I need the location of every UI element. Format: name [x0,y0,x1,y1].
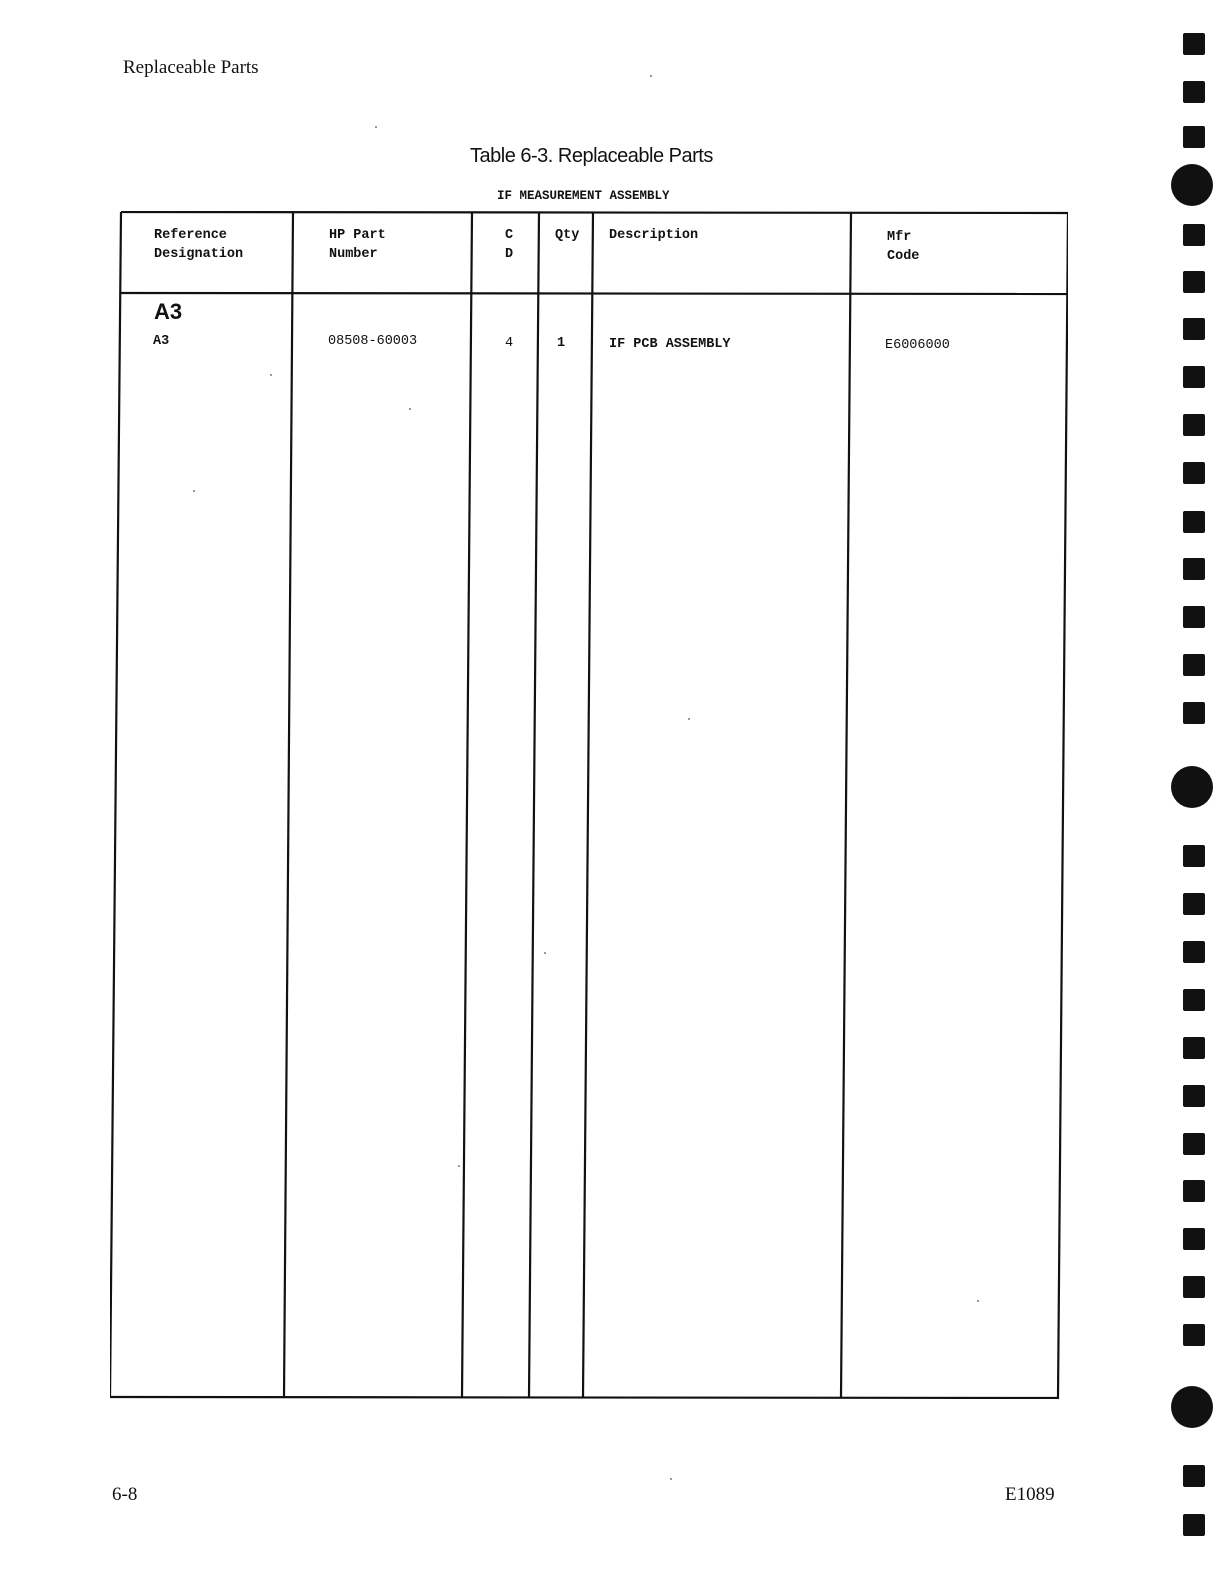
binding-ring-hole [1171,1386,1213,1428]
row-description: IF PCB ASSEMBLY [609,337,731,352]
binding-square [1183,989,1205,1011]
binding-square [1183,126,1205,148]
scan-speck [977,1300,979,1302]
scan-speck [458,1165,460,1167]
binding-square [1183,318,1205,340]
header-qty: Qty [555,228,580,243]
header-reference-designation: Reference Designation [154,228,244,262]
binding-square [1183,224,1205,246]
parts-table [110,211,1068,1399]
binding-square [1183,33,1205,55]
section-label: A3 [154,299,183,324]
binding-square [1183,893,1205,915]
row-cd: 4 [505,336,514,351]
binding-square [1183,81,1205,103]
binding-square [1183,1037,1205,1059]
binding-square [1183,1180,1205,1202]
row-ref-designation: A3 [153,334,170,349]
running-head: Replaceable Parts [123,57,259,78]
binding-square [1183,845,1205,867]
table-grid-lines [110,211,1068,1399]
binding-square [1183,941,1205,963]
binding-square [1183,414,1205,436]
binding-square [1183,511,1205,533]
row-qty: 1 [557,336,566,351]
binding-edge [1168,0,1229,1584]
binding-square [1183,271,1205,293]
scan-speck [193,490,195,492]
header-description: Description [609,228,699,243]
binding-square [1183,1133,1205,1155]
scan-speck [270,374,272,376]
binding-square [1183,702,1205,724]
binding-square [1183,366,1205,388]
binding-square [1183,1514,1205,1536]
row-hp-part-number: 08508-60003 [328,334,418,349]
document-date-code: E1089 [1005,1484,1055,1505]
binding-square [1183,606,1205,628]
binding-square [1183,1276,1205,1298]
scan-speck [544,952,546,954]
page-number: 6-8 [112,1484,138,1505]
binding-square [1183,1085,1205,1107]
table-subtitle: IF MEASUREMENT ASSEMBLY [497,189,670,203]
binding-square [1183,462,1205,484]
row-mfr-code: E6006000 [885,338,950,353]
header-hp-part-number: HP Part Number [329,228,386,262]
binding-square [1183,1324,1205,1346]
scan-speck [409,408,411,410]
scan-speck [650,75,652,77]
binding-ring-hole [1171,766,1213,808]
binding-square [1183,1465,1205,1487]
binding-square [1183,654,1205,676]
scan-speck [688,718,690,720]
binding-square [1183,1228,1205,1250]
binding-ring-hole [1171,164,1213,206]
scan-speck [670,1478,672,1480]
header-mfr-code: Mfr Code [887,230,920,264]
table-title: Table 6-3. Replaceable Parts [470,145,713,167]
scan-speck [375,126,377,128]
header-cd: C D [505,228,514,262]
binding-square [1183,558,1205,580]
